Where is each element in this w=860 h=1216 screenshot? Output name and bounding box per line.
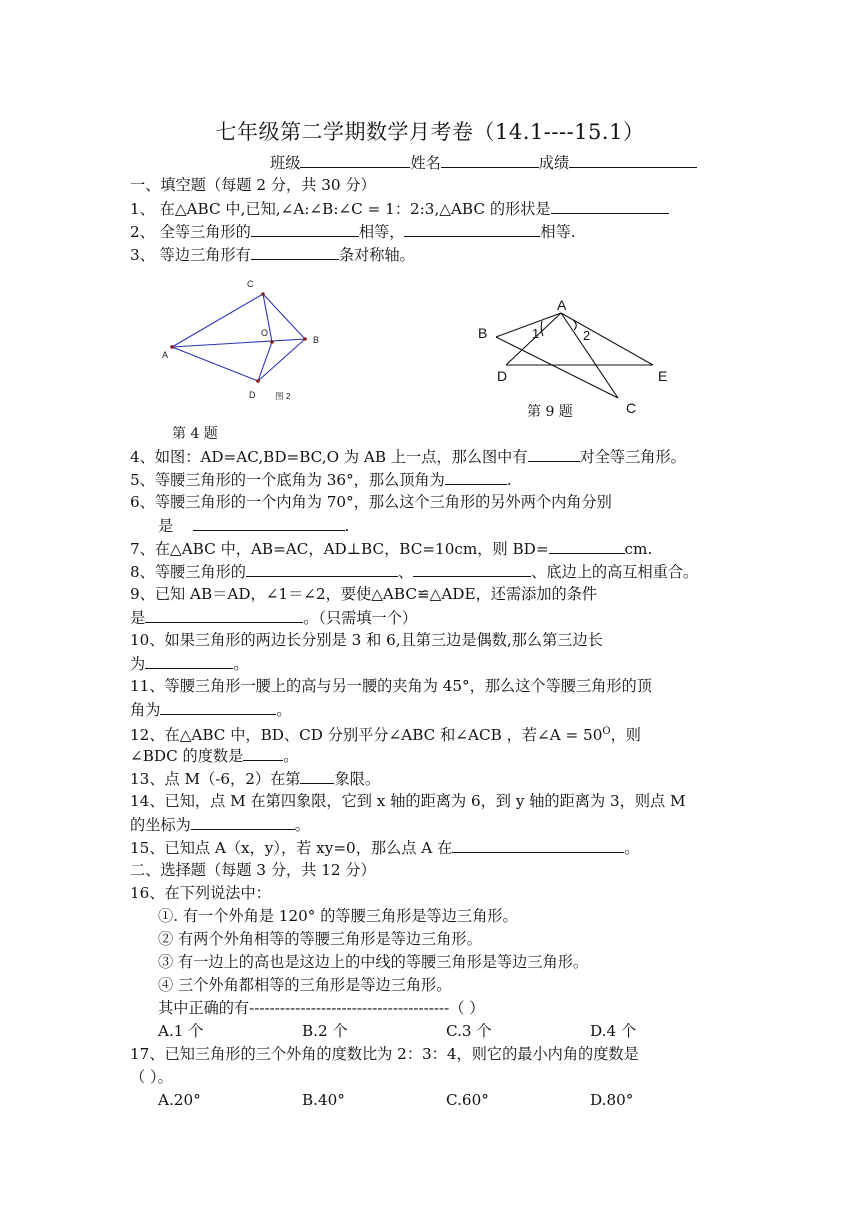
label-a: A <box>557 297 567 313</box>
q13-blank <box>300 768 334 784</box>
q11-text-c: 。 <box>276 701 292 719</box>
segment-bc <box>496 337 618 398</box>
q12-text-a2: ，则 <box>610 726 641 745</box>
q13-text-a: 13、点 M（-6，2）在第 <box>130 770 301 788</box>
page-title: 七年级第二学期数学月考卷（14.1----15.1） <box>215 120 645 144</box>
q1-blank <box>551 198 669 214</box>
q12-text-c: 。 <box>283 747 299 765</box>
q5-blank <box>445 469 507 485</box>
q16-statement-4: ④ 三个外角都相等的三角形是等边三角形。 <box>158 976 452 994</box>
q8-blank-2 <box>413 561 531 577</box>
figure-q4-caption: 第 4 题 <box>172 426 218 442</box>
q7-blank <box>549 538 625 554</box>
q8-text-b: 、 <box>397 563 414 581</box>
label-b: B <box>478 325 488 341</box>
q16-option-d[interactable]: D.4 个 <box>590 1022 637 1040</box>
q11-blank <box>160 699 276 715</box>
question-6-cont <box>158 515 758 536</box>
question-8 <box>130 561 730 582</box>
question-16: 16、在下列说法中： <box>130 884 271 902</box>
q15-text-b: 。 <box>624 839 640 857</box>
segment-ae <box>561 313 653 365</box>
q5-text-b: . <box>506 471 512 489</box>
label-c: C <box>247 279 254 289</box>
label-c: C <box>626 400 637 416</box>
question-12 <box>130 722 730 745</box>
question-13 <box>130 768 730 789</box>
q5-text-a: 5、等腰三角形的一个底角为 36°，那么顶角为 <box>130 471 445 489</box>
question-5 <box>130 469 730 490</box>
question-10: 10、如果三角形的两边长分别是 3 和 6,且第三边是偶数,那么第三边长 <box>130 631 603 649</box>
segment-ac <box>561 313 618 398</box>
label-d: D <box>497 368 508 384</box>
q2-blank-2 <box>404 221 540 237</box>
header-fields <box>270 152 860 173</box>
question-6: 6、等腰三角形的一个内角为 70°，那么这个三角形的另外两个内角分别 <box>130 493 612 511</box>
angle-1-arc <box>541 321 543 336</box>
point-a <box>170 345 174 349</box>
q16-option-a[interactable]: A.1 个 <box>158 1022 204 1040</box>
figure-tag: 图 2 <box>275 391 291 401</box>
q17-options <box>158 1090 758 1110</box>
label-b: B <box>313 335 320 345</box>
q8-blank-1 <box>246 561 398 577</box>
q4-blank <box>528 446 580 462</box>
question-12-cont <box>130 745 730 766</box>
segment-ab <box>172 339 305 347</box>
q3-blank <box>251 244 339 260</box>
q3-text-b: 条对称轴。 <box>338 246 415 264</box>
q14-blank <box>191 814 295 830</box>
figure-q9-diagram <box>470 293 680 423</box>
q15-text-a: 15、已知点 A（x，y），若 xy=0，那么点 A 在 <box>130 839 453 857</box>
q8-text-a: 8、等腰三角形的 <box>130 563 246 581</box>
q17-option-a[interactable]: A.20° <box>158 1091 201 1109</box>
question-10-cont <box>130 653 730 674</box>
question-17: 17、已知三角形的三个外角的度数比为 2：3：4，则它的最小内角的度数是 <box>130 1045 639 1063</box>
label-angle-2: 2 <box>583 328 591 343</box>
q2-text-c: 相等. <box>540 223 576 241</box>
score-label: 成绩 <box>538 154 570 172</box>
q3-text-a: 3、 等边三角形有 <box>130 246 251 264</box>
segment-ba <box>496 313 561 337</box>
point-o <box>270 340 274 344</box>
name-blank <box>441 152 539 168</box>
q12-text-a: 12、在△ABC 中，BD、CD 分别平分∠ABC 和∠ACB ，若∠A = 50 <box>130 726 603 745</box>
figure-q4 <box>150 272 350 412</box>
q16-conclusion: 其中正确的有---------------------------------------（ ） <box>158 999 485 1017</box>
question-1 <box>130 198 730 219</box>
q10-blank <box>145 653 233 669</box>
q16-statement-3: ③ 有一边上的高也是这边上的中线的等腰三角形是等边三角形。 <box>158 953 589 971</box>
segment-cb <box>263 294 305 339</box>
label-a: A <box>162 350 169 360</box>
q4-text-b: 对全等三角形。 <box>579 448 686 466</box>
q2-blank-1 <box>251 221 359 237</box>
section-2-heading: 二、选择题（每题 3 分，共 12 分） <box>130 861 376 879</box>
figure-q9 <box>470 293 680 423</box>
q4-text-a: 4、如图：AD=AC,BD=BC,O 为 AB 上一点，那么图中有 <box>130 448 528 466</box>
question-3 <box>130 244 730 265</box>
question-11-cont <box>130 699 730 720</box>
q14-text-c: 。 <box>294 816 310 834</box>
q12-blank <box>243 745 283 761</box>
point-d <box>256 379 260 383</box>
question-9: 9、已知 AB＝AD，∠1＝∠2，要使△ABC≌△ADE，还需添加的条件 <box>130 585 598 603</box>
q1-text: 1、 在△ABC 中,已知,∠A:∠B:∠C = 1：2:3,△ABC 的形状是 <box>130 200 551 218</box>
q13-text-b: 象限。 <box>334 770 381 788</box>
section-1-heading: 一、填空题（每题 2 分，共 30 分） <box>130 176 376 194</box>
figure-q4-diagram <box>150 272 350 412</box>
q11-text-b: 角为 <box>130 701 161 719</box>
q16-statement-1: ①. 有一个外角是 120° 的等腰三角形是等边三角形。 <box>158 907 518 925</box>
label-e: E <box>658 368 668 384</box>
q14-text-b: 的坐标为 <box>130 816 191 834</box>
q6-text-b: 是 <box>158 517 174 535</box>
q12-text-b: ∠BDC 的度数是 <box>130 747 244 765</box>
point-c <box>261 292 265 296</box>
q6-blank <box>193 515 345 531</box>
q7-text-a: 7、在△ABC 中，AB=AC，AD⊥BC，BC=10cm，则 BD= <box>130 540 549 558</box>
q12-degree-sup: O <box>602 726 611 737</box>
class-blank <box>300 152 410 168</box>
label-angle-1: 1 <box>532 326 540 341</box>
q16-options <box>158 1021 758 1041</box>
question-2 <box>130 221 730 242</box>
q17-option-b[interactable]: B.40° <box>302 1091 345 1109</box>
question-14-cont <box>130 814 730 835</box>
q10-text-b: 为 <box>130 655 146 673</box>
segment-ac <box>172 294 263 347</box>
q2-text-a: 2、 全等三角形的 <box>130 223 251 241</box>
q9-blank <box>145 607 303 623</box>
question-17-cont: （ ）。 <box>130 1068 173 1086</box>
question-4 <box>130 446 730 467</box>
q16-option-b[interactable]: B.2 个 <box>302 1022 348 1040</box>
score-blank <box>569 152 697 168</box>
question-9-cont <box>130 607 730 628</box>
q2-text-b: 相等， <box>358 223 405 241</box>
segment-ad <box>172 347 258 381</box>
q17-option-c[interactable]: C.60° <box>446 1091 489 1109</box>
label-o: O <box>261 328 269 338</box>
label-d: D <box>249 390 256 400</box>
q9-text-c: 。（只需填一个） <box>303 609 418 627</box>
q16-option-c[interactable]: C.3 个 <box>446 1022 492 1040</box>
question-11: 11、等腰三角形一腰上的高与另一腰的夹角为 45°，那么这个等腰三角形的顶 <box>130 677 652 695</box>
q7-text-b: cm. <box>624 540 653 558</box>
q9-text-b: 是 <box>130 609 146 627</box>
q16-statement-2: ② 有两个外角相等的等腰三角形是等边三角形。 <box>158 930 482 948</box>
q10-text-c: 。 <box>233 655 249 673</box>
q6-text-c: . <box>344 517 350 535</box>
question-14: 14、已知，点 M 在第四象限，它到 x 轴的距离为 6，到 y 轴的距离为 3，则点 M <box>130 792 686 810</box>
class-label: 班级 <box>270 154 301 172</box>
figure-q9-caption: 第 9 题 <box>527 404 573 420</box>
q15-blank <box>452 837 624 853</box>
q17-option-d[interactable]: D.80° <box>590 1091 634 1109</box>
question-7 <box>130 538 730 559</box>
question-15 <box>130 837 730 858</box>
point-b <box>303 337 307 341</box>
q8-text-c: 、底边上的高互相重合。 <box>531 563 699 581</box>
name-label: 姓名 <box>410 154 441 172</box>
